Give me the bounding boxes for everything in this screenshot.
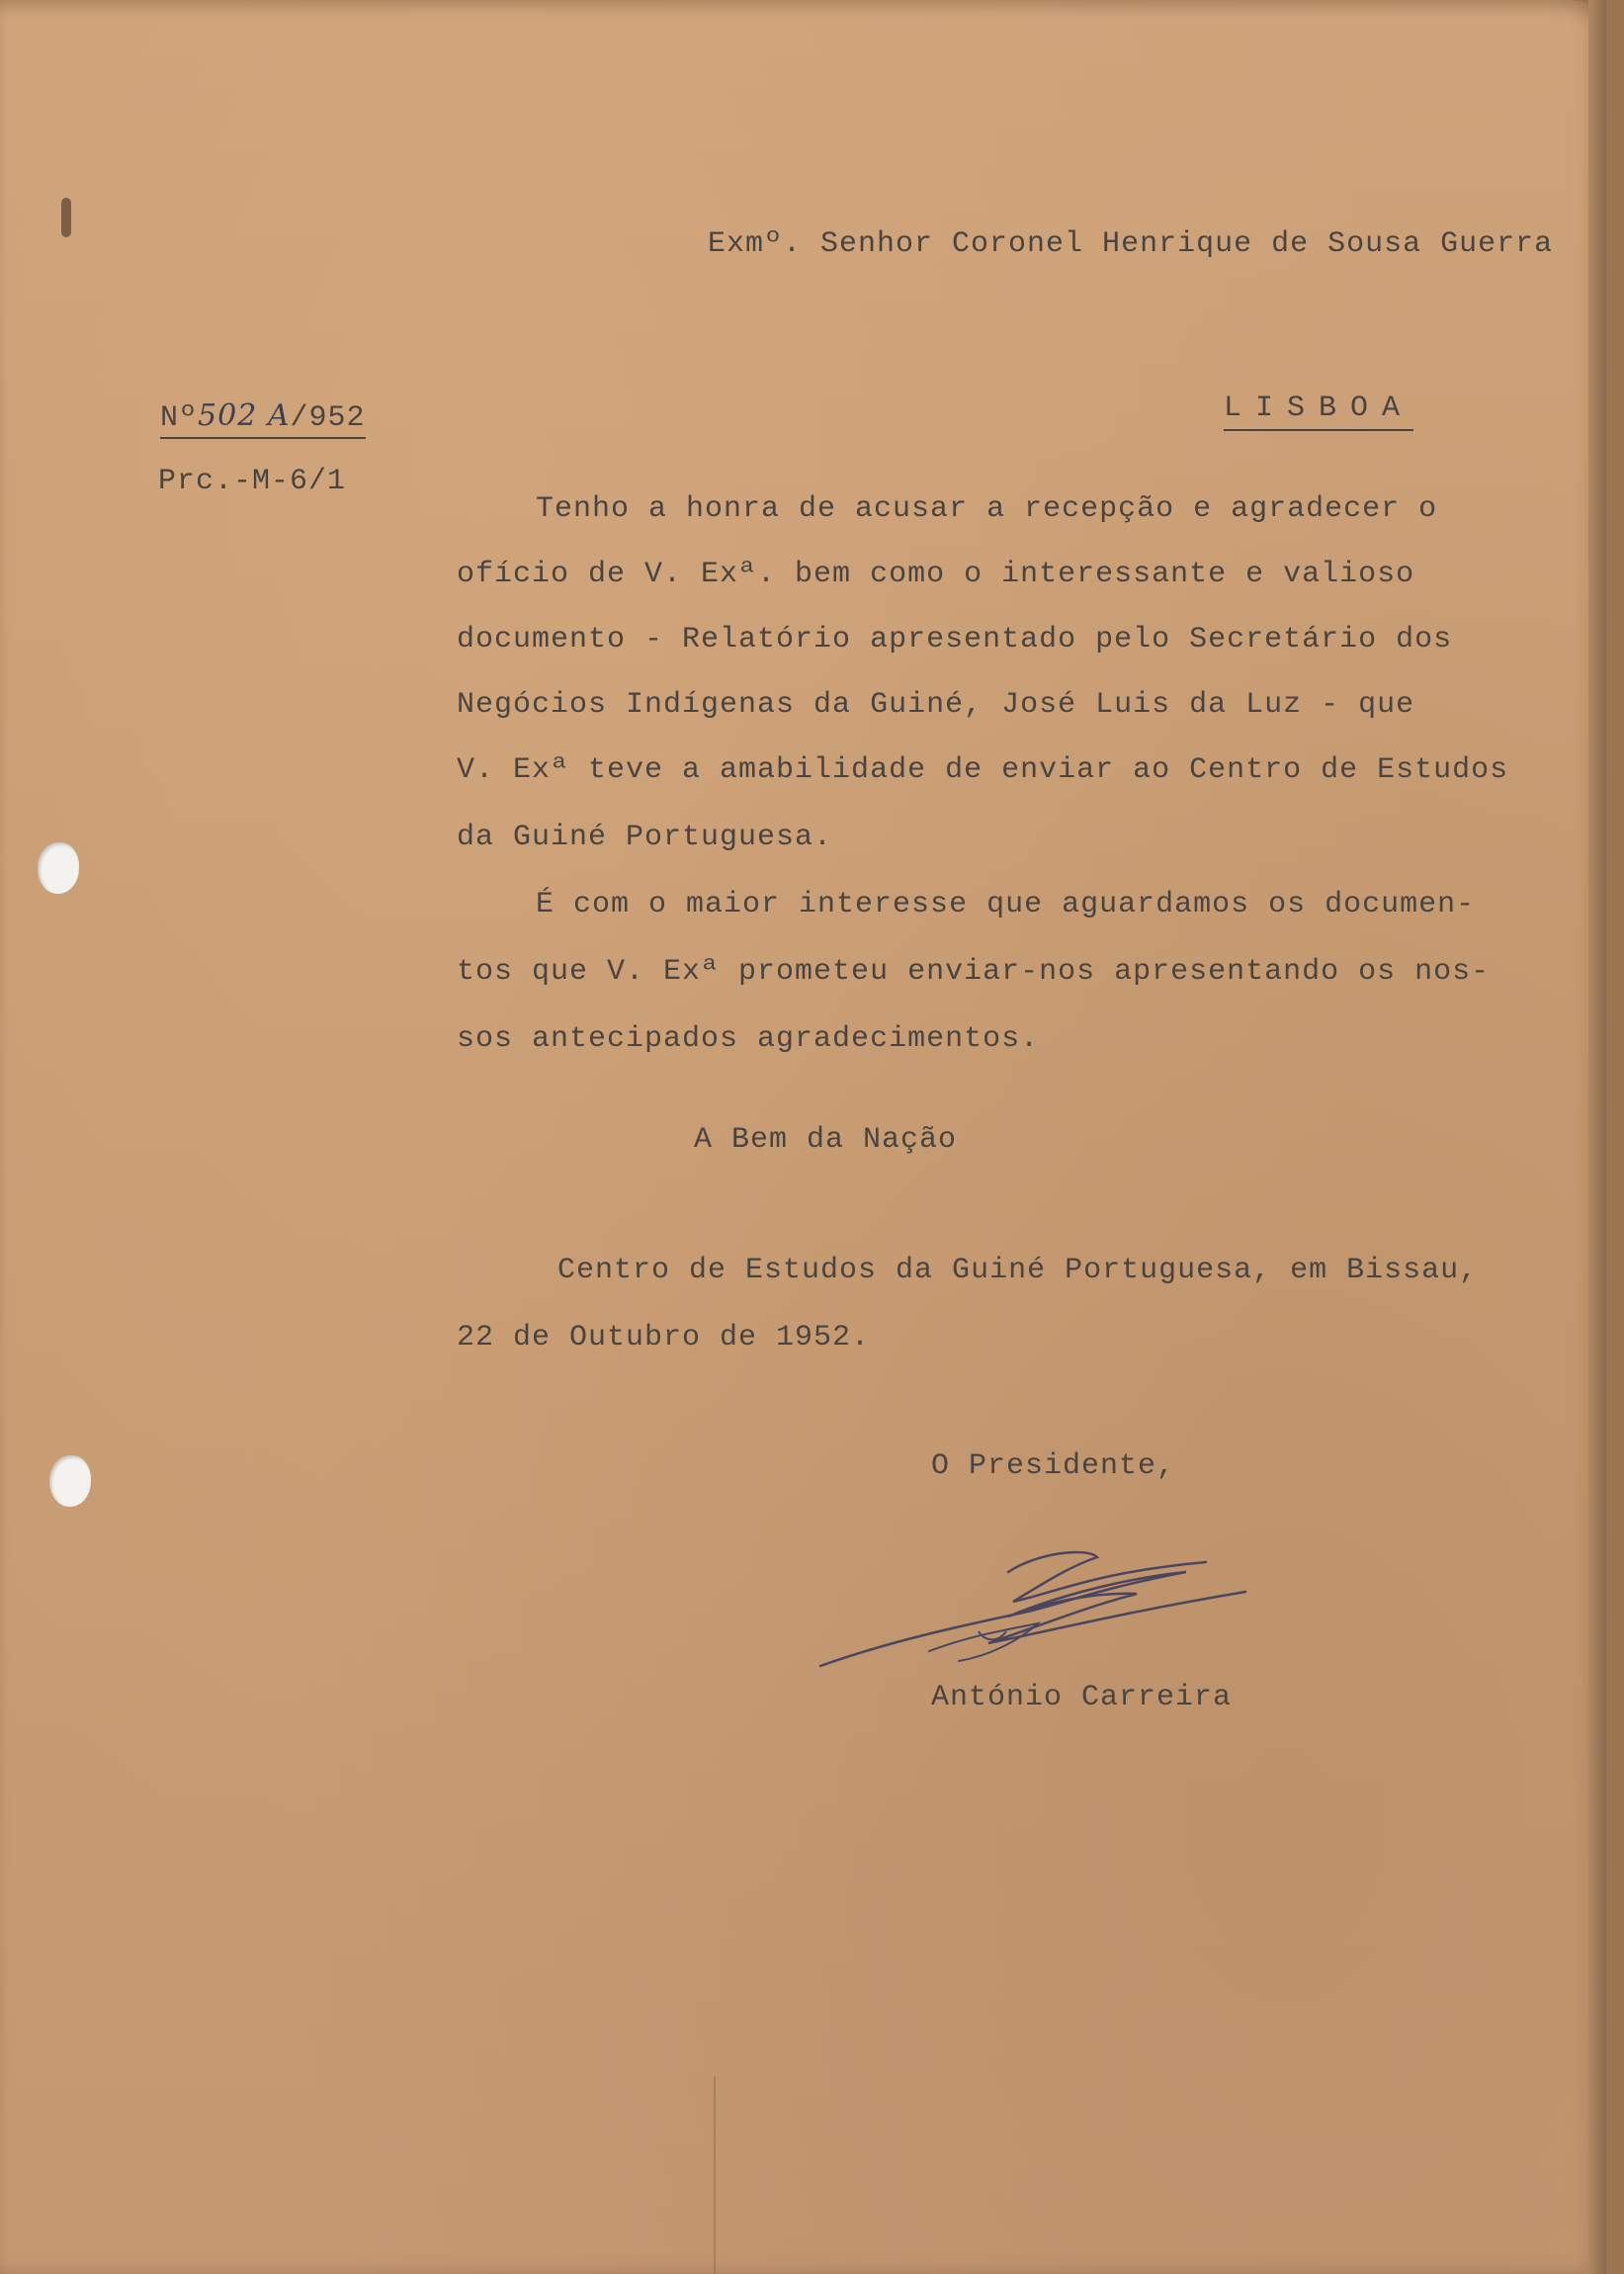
ink-stain [61,198,71,237]
page-edge [1588,0,1606,2274]
reference-number [160,398,366,439]
body-line: Tenho a honra de acusar a recepção e agradecer o [536,492,1438,526]
signer-name: António Carreira [931,1681,1233,1714]
signer-role: O Presidente, [931,1449,1176,1483]
body-line: ofício de V. Exª. bem como o interessante e valioso [457,558,1415,591]
reference-suffix: /952 [290,401,366,435]
body-line: É com o maior interesse que aguardamos os documen- [536,888,1476,921]
punch-hole [49,1455,91,1507]
handwritten-signature [811,1532,1265,1681]
reference-handwritten: 502 A [198,398,291,433]
reference-prefix: Nº [160,401,199,435]
destination-city: LISBOA [1224,392,1413,431]
body-line: tos que V. Exª prometeu enviar-nos apresentando os nos- [457,955,1491,989]
punch-hole [38,842,79,894]
place-date-line: Centro de Estudos da Guiné Portuguesa, em Bissau, [557,1254,1479,1287]
body-line: documento - Relatório apresentado pelo Secretário dos [457,623,1453,656]
closing-salutation: A Bem da Nação [694,1123,958,1157]
addressee: Exmº. Senhor Coronel Henrique de Sousa Guerra [708,227,1554,261]
process-number: Prc.-M-6/1 [158,465,347,498]
body-line: da Guiné Portuguesa. [457,821,833,854]
paper-crease [714,2076,716,2274]
place-date-line: 22 de Outubro de 1952. [457,1321,871,1355]
body-line: V. Exª teve a amabilidade de enviar ao Centro de Estudos [457,753,1509,787]
body-line: Negócios Indígenas da Guiné, José Luis da Luz - que [457,688,1415,722]
body-line: sos antecipados agradecimentos. [457,1022,1040,1056]
